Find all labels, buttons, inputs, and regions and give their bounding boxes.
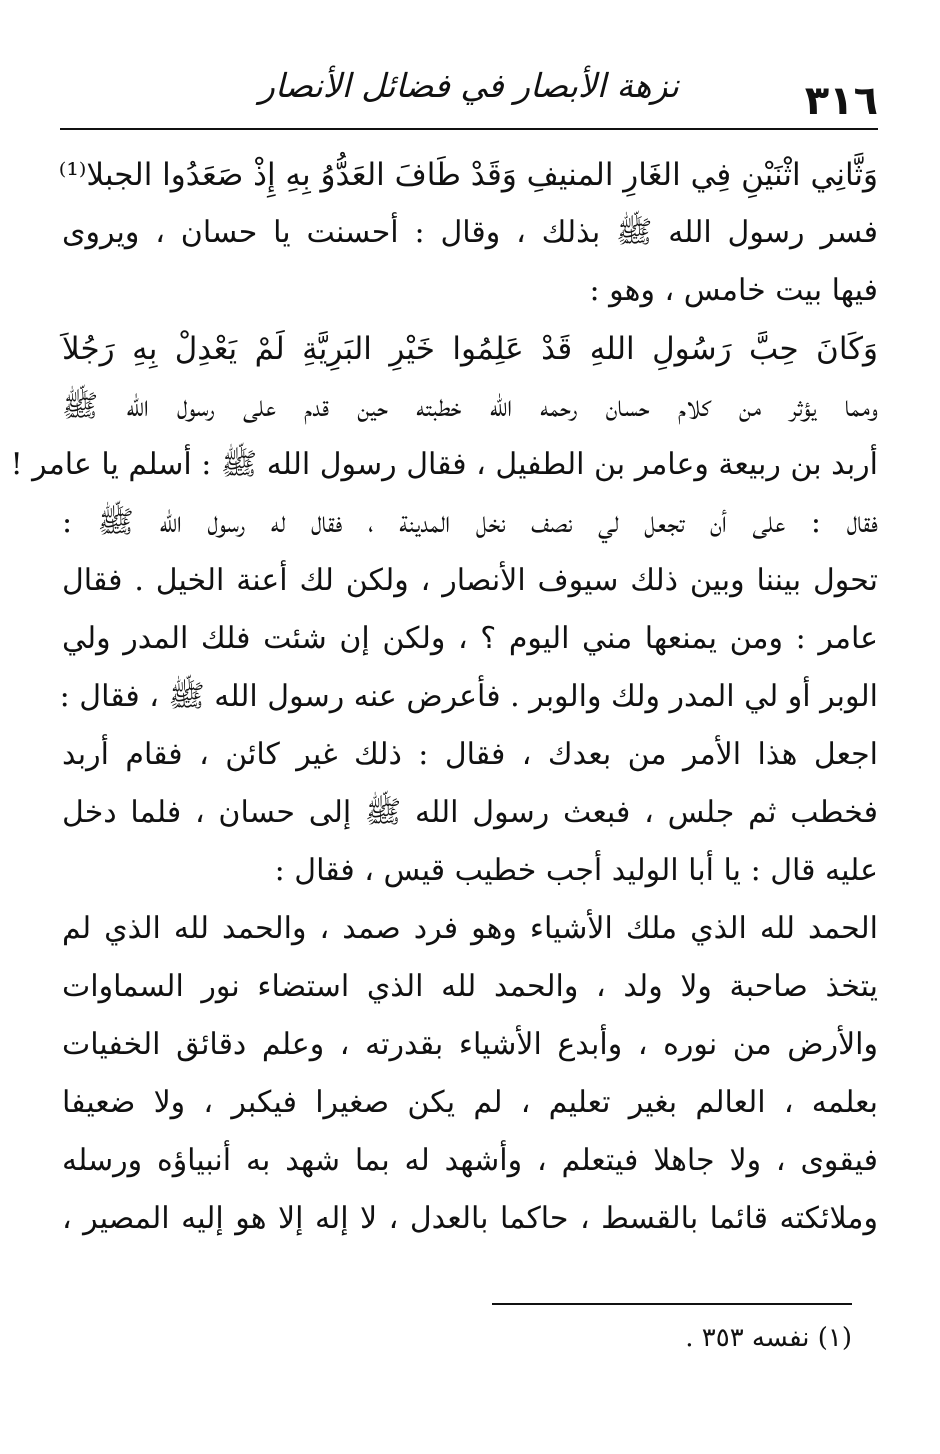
text-line: والأرض من نوره ، وأبدع الأشياء بقدرته ، وعلم دقائق الخفيات <box>62 1027 878 1062</box>
footnote-rule <box>492 1303 852 1305</box>
text-line: فقال : على أن تجعل لي نصف نخل المدينة ، فقال له رسول الله ﷺ : <box>62 505 878 540</box>
page-header <box>60 58 878 128</box>
text-line: الوبر أو لي المدر ولك والوبر . فأعرض عنه رسول الله ﷺ ، فقال : <box>59 679 878 714</box>
text-line: تحول بيننا وبين ذلك سيوف الأنصار ، ولكن لك أعنة الخيل . فقال <box>62 563 878 598</box>
body-text <box>10 146 878 1248</box>
text-line: الحمد لله الذي ملك الأشياء وهو فرد صمد ، والحمد لله الذي لم <box>62 911 878 946</box>
page-number: ٣١٦ <box>804 78 878 124</box>
text-line: فيها بيت خامس ، وهو : <box>589 273 878 308</box>
verse-line-2: وَكَانَ حِبَّ رَسُولِ اللهِ قَدْ عَلِمُوا خَيْرِ البَرِيَّةِ لَمْ يَعْدِلْ بِهِ رَجُلاَ <box>62 331 878 367</box>
text-line: اجعل هذا الأمر من بعدك ، فقال : ذلك غير كائن ، فقام أربد <box>62 737 878 772</box>
text-line: وملائكته قائما بالقسط ، حاكما بالعدل ، لا إله إلا هو إليه المصير ، <box>62 1201 878 1236</box>
text-line: يتخذ صاحبة ولا ولد ، والحمد لله الذي استضاء نور السماوات <box>62 969 878 1004</box>
text-line: أربد بن ربيعة وعامر بن الطفيل ، فقال رسول الله ﷺ : أسلم يا عامر ! <box>10 447 878 482</box>
text-line: عامر : ومن يمنعها مني اليوم ؟ ، ولكن إن شئت فلك المدر ولي <box>62 621 878 656</box>
text-line: عليه قال : يا أبا الوليد أجب خطيب قيس ، فقال : <box>274 853 878 888</box>
text-line: ومما يؤثر من كلام حسان رحمه الله خطبته حين قدم على رسول الله ﷺ <box>62 389 878 424</box>
text-line: فخطب ثم جلس ، فبعث رسول الله ﷺ إلى حسان ، فلما دخل <box>62 795 878 830</box>
header-rule <box>60 128 878 130</box>
running-title: نزهة الأبصار في فضائل الأنصار <box>259 66 679 105</box>
text-line: فيقوى ، ولا جاهلا فيتعلم ، وأشهد له بما شهد به أنبياؤه ورسله <box>62 1143 878 1178</box>
text-line: بعلمه ، العالم بغير تعليم ، لم يكن صغيرا فيكبر ، ولا ضعيفا <box>62 1085 878 1120</box>
text-line: فسر رسول الله ﷺ بذلك ، وقال : أحسنت يا حسان ، ويروى <box>62 215 878 250</box>
verse-line-1: وَثَّانِي اثْنَيْنِ فِي الغَارِ المنيفِ وَقَدْ طَافَ العَدُّوُ بِهِ إِذْ صَعَدُوا الجبلا⁽¹⁾ <box>58 157 878 193</box>
footnote: (١) نفسه ٣٥٣ . <box>685 1323 852 1353</box>
